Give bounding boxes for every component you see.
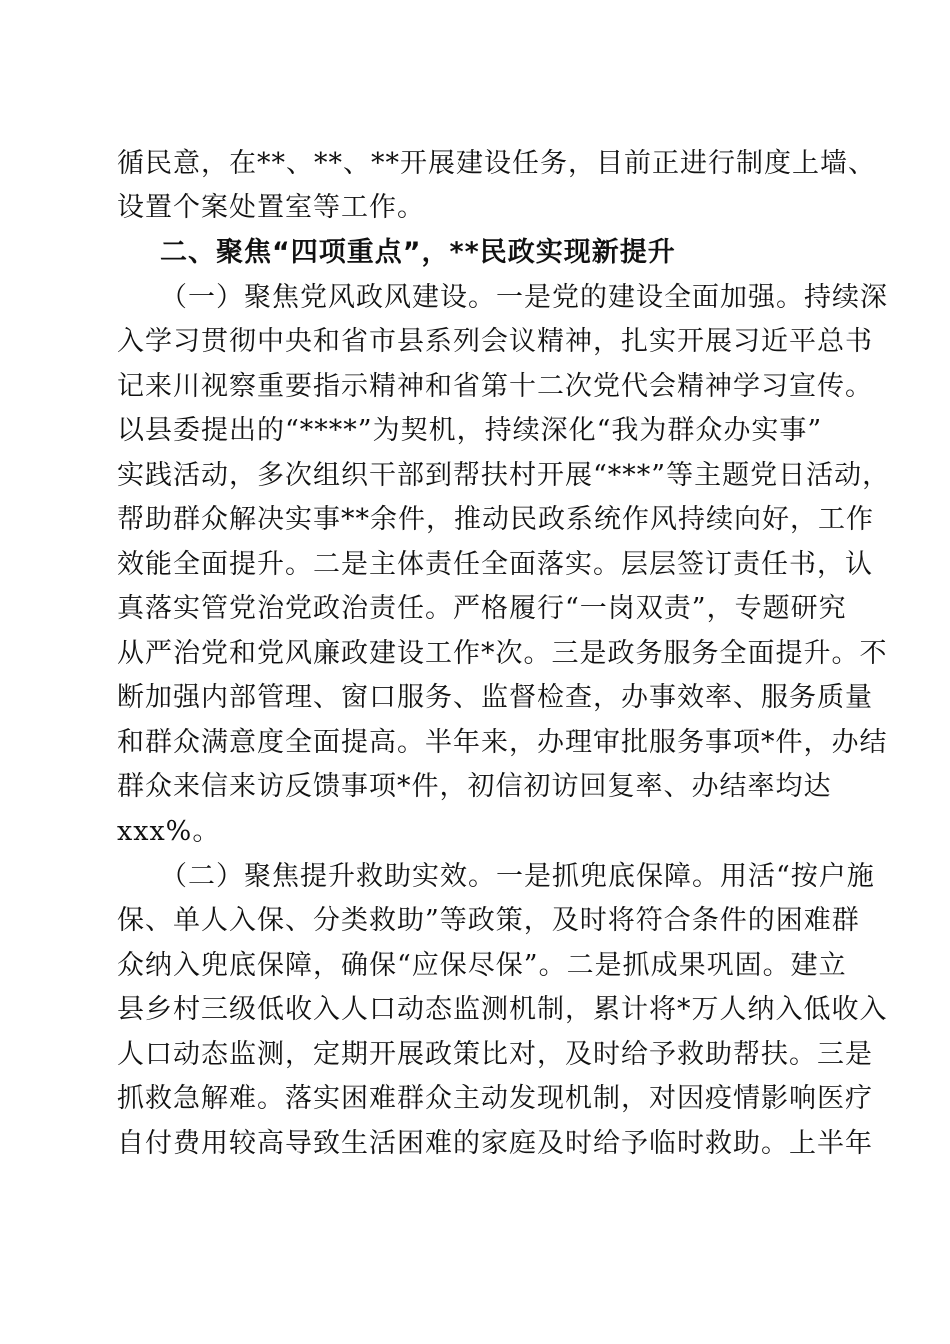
- section-heading: 二、聚焦“四项重点”，**民政实现新提升: [160, 237, 676, 268]
- body-text-line: 自付费用较高导致生活困难的家庭及时给予临时救助。上半年: [117, 1128, 873, 1159]
- body-text-line: 和群众满意度全面提高。半年来，办理审批服务事项*件，办结: [117, 727, 888, 758]
- body-text-line: 众纳入兜底保障，确保“应保尽保”。二是抓成果巩固。建立: [117, 950, 847, 981]
- body-text-line: 循民意，在**、**、**开展建设任务，目前正进行制度上墙、: [117, 148, 876, 179]
- body-text-line: 效能全面提升。二是主体责任全面落实。层层签订责任书，认: [117, 549, 873, 580]
- body-text-line: （二）聚焦提升救助实效。一是抓兜底保障。用活“按户施: [160, 861, 875, 892]
- body-text-line: xxx%。: [117, 816, 221, 847]
- body-text-line: 设置个案处置室等工作。: [117, 192, 425, 223]
- body-text-line: 入学习贯彻中央和省市县系列会议精神，扎实开展习近平总书: [117, 326, 873, 357]
- body-text-line: 人口动态监测，定期开展政策比对，及时给予救助帮扶。三是: [117, 1039, 873, 1070]
- body-text-line: 断加强内部管理、窗口服务、监督检查，办事效率、服务质量: [117, 682, 873, 713]
- body-text-line: 县乡村三级低收入人口动态监测机制，累计将*万人纳入低收入: [117, 994, 888, 1025]
- body-text-line: 从严治党和党风廉政建设工作*次。三是政务服务全面提升。不: [117, 638, 888, 669]
- body-text-line: 记来川视察重要指示精神和省第十二次党代会精神学习宣传。: [117, 371, 873, 402]
- body-text-line: 群众来信来访反馈事项*件，初信初访回复率、办结率均达: [117, 771, 832, 802]
- body-text-line: （一）聚焦党风政风建设。一是党的建设全面加强。持续深: [160, 282, 888, 313]
- body-text-line: 保、单人入保、分类救助”等政策，及时将符合条件的困难群: [117, 905, 860, 936]
- body-text-line: 实践活动，多次组织干部到帮扶村开展“***”等主题党日活动，: [117, 460, 891, 491]
- body-text-line: 以县委提出的“****”为契机，持续深化“我为群众办实事”: [117, 415, 823, 446]
- body-text-line: 帮助群众解决实事**余件，推动民政系统作风持续向好，工作: [117, 504, 874, 535]
- body-text-line: 抓救急解难。落实困难群众主动发现机制，对因疫情影响医疗: [117, 1083, 873, 1114]
- body-text-line: 真落实管党治党政治责任。严格履行“一岗双责”，专题研究: [117, 593, 847, 624]
